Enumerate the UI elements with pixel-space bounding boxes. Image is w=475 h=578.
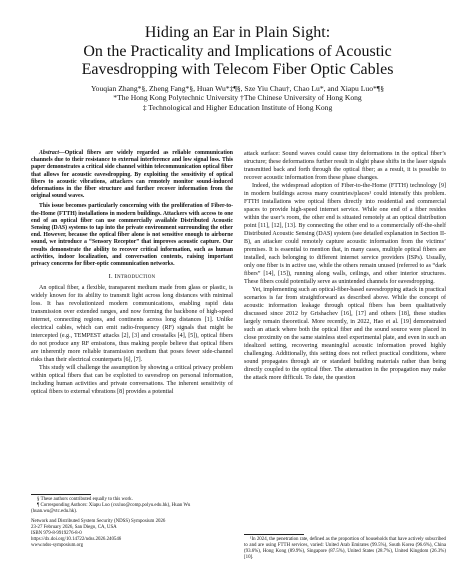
- intro-paragraph-1: An optical fiber, a flexible, transparent medium made from glass or plastic, is widely known for its ability to transmit light across long distances with minimal loss. It has revolutionized modern communications, enabling rapid data transmission over extended ranges, and now forming the backbone of high-speed internet, connecting regions, and continents across long distances [1]. Unlike electrical cables, which can emit radio-frequency (RF) signals that might be intercepted (e.g., TEMPEST attacks [2], [3] and crosstalks [4], [5]), optical fibers do not produce any RF emissions, thus making people believe that optical fibers are inherently more reliable transmission medium that poses fewer side-channel risks than their electrical counterparts [6], [7].: [31, 285, 233, 364]
- website-link[interactable]: www.ndss-symposium.org: [31, 543, 84, 549]
- footnote-rule-right: [244, 534, 304, 535]
- venue-info: [31, 519, 233, 550]
- footnote-corresponding-authors: ¶ Corresponding Authors: Xiapu Luo (csxluo@comp.polyu.edu.hk), Huan Wu (huan.wu@vtc.edu.hk).: [31, 503, 191, 515]
- affiliation-line-2: ‡ Technological and Higher Education Institute of Hong Kong: [142, 102, 333, 112]
- venue-line-2: 23-27 February 2026, San Diego, CA, USA: [31, 524, 117, 530]
- venue-line-3: ISBN 979-8-9919276-8-0: [31, 531, 82, 537]
- doi-link[interactable]: https://dx.doi.org/10.14722/ndss.2026.240546: [31, 537, 122, 543]
- right-footnotes: [244, 534, 446, 561]
- author-list: Youqian Zhang*§, Zheng Fang*§, Huan Wu*‡¶§, Sze Yiu Chau†, Chao Lu*, and Xiapu Luo*¶§: [90, 84, 385, 93]
- right-paragraph-3: Yet, implementing such an optical-fiber-based eavesdropping attack in practical scenarios is far from straightforward as described above. While the concept of acoustic information leakage through optical fibers has been qualitatively discussed since 2012 by Grishachev [16], [17] and others [18], these studies largely remain theoretical. More recently, in 2022, Hao et al. [19] demonstrated such an attack where both the optical fiber and the sound source were placed in close proximity on the same stainless steel experimental plate, and even in such an idealized setting, recovering meaningful acoustic information proved highly challenging. Additionally, this setting does not reflect practical conditions, where sound propagates through air or standard building materials rather than being directly coupled to the optical fiber. The attenuation in the propagation may make the attack more difficult. To date, the question: [244, 287, 446, 381]
- left-footnotes: [31, 494, 233, 550]
- footnote-rule: [31, 494, 91, 495]
- footnote-equal-contribution: § These authors contributed equally to this work.: [37, 497, 133, 502]
- right-column: [244, 150, 446, 382]
- footnote-ftth-penetration: ¹In 2024, the penetration rate, defined as the proportion of households that have actively subscribed to and are using FTTH services, varied: United Arab Emirates (99.5%), South Korea (96.6%), China (93.6%), Hong Kong (89.9%), Singapore (87.5%), United States (28.7%), United Kingdom (26.3%) [10].: [244, 537, 446, 560]
- abstract: [31, 150, 233, 200]
- paper-title: [20, 24, 455, 80]
- right-paragraph-1: attack surface: Sound waves could cause tiny deformations in the optical fiber’s structure; these deformations further result in slight phase shifts in the laser signals transmitted back and forth through the optical fiber; as a result, it is possible to recover acoustic information from these phase changes.: [244, 151, 446, 181]
- title-line-2: On the Practicality and Implications of Acoustic: [83, 42, 392, 60]
- right-paragraph-2: Indeed, the widespread adoption of Fiber-to-the-Home (FTTH) technology [9] in modern buildings across many countries/places¹ could intensify this problem. FTTH installations wire optical fibers directly into residential and commercial spaces to provide high-speed internet service. While one end of a fiber resides within the user’s room, the other end is situated remotely at an optical distribution point [11], [12], [13]. By connecting the other end to a commercially off-the-shelf Distributed Acoustic Sensing (DAS) system (see detailed explanation in Section II-B), an attacker could remotely capture acoustic information from the victims’ premises. It is essential to mention that, in many cases, multiple optical fibers are installed, each belonging to different internet service providers (ISPs). Usually, only one fiber is in active use, while the others remain unused (referred to as “dark fibers” [14], [15]), running along walls, ceilings, and other interior structures. These fibers could potentially serve as unintended channels for eavesdropping.: [244, 183, 446, 285]
- section-heading-introduction: I. Introduction: [108, 273, 156, 281]
- affiliation-line-1: *The Hong Kong Polytechnic University †The Chinese University of Hong Kong: [113, 93, 362, 103]
- abstract-label: Abstract: [39, 150, 59, 156]
- author-block: [20, 84, 455, 112]
- abstract-text: —Optical fibers are widely regarded as reliable communication channels due to their resistance to external interference and low signal loss. This paper demonstrates a critical side channel within telecommunication optical fiber that allows for acoustic eavesdropping. By exploiting the sensitivity of optical fibers to acoustic vibrations, attackers can remotely monitor sound-induced deformations in the fiber structure and further recover information from the original sound waves.: [31, 150, 233, 200]
- title-line-3: Eavesdropping with Telecom Fiber Optic Cables: [81, 61, 394, 78]
- title-line-1: Hiding an Ear in Plain Sight:: [144, 24, 331, 41]
- venue-line-1: Network and Distributed System Security (NDSS) Symposium 2026: [31, 518, 166, 524]
- abstract-continuation: This issue becomes particularly concerning with the proliferation of Fiber-to-the-Home (FTTH) installations in modern buildings. Attackers with access to one end of an optical fiber can use commercially available Distributed Acoustic Sensing (DAS) systems to tap into the private environment surrounding the other end. However, because the optical fiber alone is not sensitive enough to airborne sound, we introduce a “Sensory Receptor” that improves acoustic capture. Our results demonstrate the ability to recover critical information, such as human activities, indoor localization, and conversation contents, raising important privacy concerns for fiber-optic communication networks.: [31, 203, 233, 268]
- intro-paragraph-2: This study will challenge the assumption by showing a critical privacy problem within optical fibers that can be exploited to eavesdrop on personal information, including human activities and private conversations. The inherent sensitivity of optical fibers to external vibrations [8] provides a potential: [31, 365, 233, 396]
- left-column: [31, 150, 233, 396]
